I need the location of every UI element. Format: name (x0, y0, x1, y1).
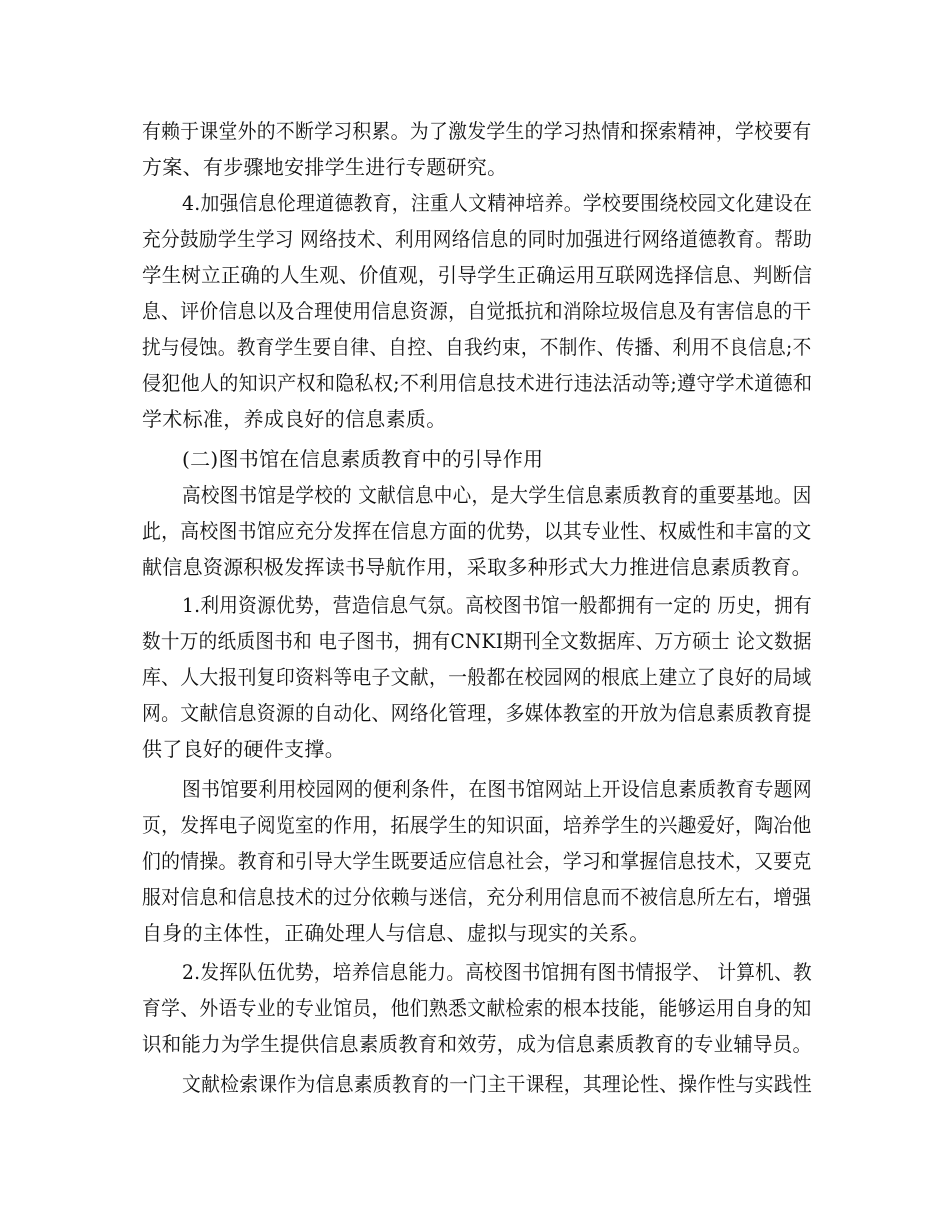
text-line-19: 图书馆要利用校园网的便利条件，在图书馆网站上开设信息素质教育专题网 (182, 777, 812, 801)
text-line-2: 方案、有步骤地安排学生进行专题研究。 (142, 155, 508, 179)
text-line-22: 服对信息和信息技术的过分依赖与迷信，充分利用信息而不被信息所左右，增强 (142, 885, 812, 909)
text-line-4: 充分鼓励学生学习 网络技术、利用网络信息的同时加强进行网络道德教育。帮助 (142, 227, 813, 251)
text-line-24: 2.发挥队伍优势，培养信息能力。高校图书馆拥有图书情报学、 计算机、教 (182, 960, 812, 984)
text-line-18: 供了良好的硬件支撑。 (142, 737, 345, 761)
text-line-9: 学术标准，养成良好的信息素质。 (142, 407, 447, 431)
text-line-16: 库、人大报刊复印资料等电子文献，一般都在校园网的根底上建立了良好的局域 (142, 665, 812, 689)
text-line-25: 育学、外语专业的专业馆员，他们熟悉文献检索的根本技能，能够运用自身的知 (142, 996, 812, 1020)
text-line-12: 此，高校图书馆应充分发挥在信息方面的优势，以其专业性、权威性和丰富的文 (142, 519, 812, 543)
text-line-17: 网。文献信息资源的自动化、网络化管理，多媒体教室的开放为信息素质教育提 (142, 701, 812, 725)
text-line-7: 扰与侵蚀。教育学生要自律、自控、自我约束，不制作、传播、利用不良信息;不 (142, 335, 812, 359)
text-line-26: 识和能力为学生提供信息素质教育和效劳，成为信息素质教育的专业辅导员。 (142, 1032, 813, 1056)
text-line-21: 们的情操。教育和引导大学生既要适应信息社会，学习和掌握信息技术，又要克 (142, 849, 812, 873)
text-line-1: 有赖于课堂外的不断学习积累。为了激发学生的学习热情和探索精神，学校要有 (142, 119, 812, 143)
text-line-5: 学生树立正确的人生观、价值观，引导学生正确运用互联网选择信息、判断信 (142, 263, 813, 287)
text-line-6: 息、评价信息以及合理使用信息资源，自觉抵抗和消除垃圾信息及有害信息的干 (142, 299, 812, 323)
text-line-13: 献信息资源积极发挥读书导航作用，采取多种形式大力推进信息素质教育。 (142, 555, 812, 579)
text-line-27: 文献检索课作为信息素质教育的一门主干课程，其理论性、操作性与实践性 (182, 1072, 812, 1096)
text-line-14: 1.利用资源优势，营造信息气氛。高校图书馆一般都拥有一定的 历史，拥有 (182, 593, 812, 617)
text-line-3: 4.加强信息伦理道德教育，注重人文精神培养。学校要围绕校园文化建设在 (182, 191, 813, 215)
text-line-23: 自身的主体性，正确处理人与信息、虚拟与现实的关系。 (142, 921, 650, 945)
section-heading: (二)图书馆在信息素质教育中的引导作用 (182, 447, 544, 471)
text-line-20: 页，发挥电子阅览室的作用，拓展学生的知识面，培养学生的兴趣爱好，陶冶他 (142, 813, 812, 837)
text-line-11: 高校图书馆是学校的 文献信息中心，是大学生信息素质教育的重要基地。因 (182, 483, 812, 507)
text-line-15: 数十万的纸质图书和 电子图书，拥有CNKI期刊全文数据库、万方硕士 论文数据 (142, 629, 812, 653)
text-line-8: 侵犯他人的知识产权和隐私权;不利用信息技术进行违法活动等;遵守学术道德和 (142, 371, 813, 395)
